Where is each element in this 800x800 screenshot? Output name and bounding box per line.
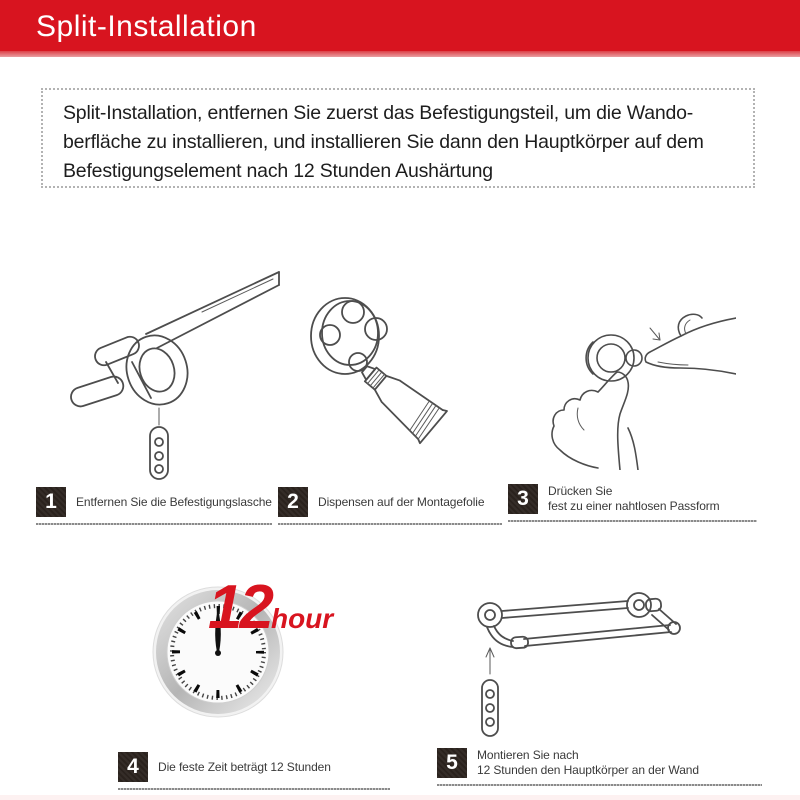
- step-3-underline: [508, 520, 757, 522]
- pressing-hands-sketch-icon: [518, 278, 736, 470]
- step-1: [36, 486, 272, 525]
- towel-rack-sketch-icon: [440, 582, 695, 742]
- cure-time-value: 12: [208, 573, 271, 642]
- banner-accent-strip: [0, 51, 800, 57]
- step-4-number-badge: 4: [118, 752, 148, 782]
- towel-rack-mounting-illustration: [440, 582, 695, 742]
- cure-time-unit: hour: [270, 603, 334, 634]
- hands-press-fit-illustration: [518, 278, 736, 470]
- step-3-label: Drücken Sie: [548, 484, 613, 498]
- step-5-number-badge: 5: [437, 748, 467, 778]
- remove-mounting-tab-illustration: [30, 266, 280, 480]
- step-2-label: Dispensen auf der Montagefolie: [318, 494, 485, 509]
- intro-line-3: Befestigungselement nach 12 Stunden Aushärtung: [63, 160, 493, 182]
- step-1-number-badge: 1: [36, 487, 66, 517]
- intro-line-1: Split-Installation, entfernen Sie zuerst das Befestigungsteil, um die Wando-: [63, 102, 694, 124]
- step-3: [508, 483, 757, 522]
- step-1-underline: [36, 523, 272, 525]
- footer-accent-strip: [0, 795, 800, 800]
- step-3-label-line2: fest zu einer nahtlosen Passform: [548, 499, 720, 513]
- step-5: [437, 747, 762, 786]
- page-title: Split-Installation: [36, 10, 257, 43]
- step-4-underline: [118, 788, 390, 790]
- step-3-number-badge: 3: [508, 484, 538, 514]
- cure-time-label: [208, 572, 333, 643]
- step-5-label-line2: 12 Stunden den Hauptkörper an der Wand: [477, 763, 699, 777]
- header-banner: [0, 0, 800, 57]
- towel-bar-sketch-icon: [30, 266, 280, 480]
- step-4-label: Die feste Zeit beträgt 12 Stunden: [158, 759, 331, 774]
- step-2-number-badge: 2: [278, 487, 308, 517]
- step-1-label: Entfernen Sie die Befestigungslasche: [76, 494, 272, 509]
- step-5-label: Montieren Sie nach: [477, 748, 579, 762]
- step-5-underline: [437, 784, 762, 786]
- step-2-underline: [278, 523, 502, 525]
- glue-tube-sketch-icon: [293, 278, 490, 470]
- intro-line-2: berfläche zu installieren, und installieren Sie dann den Hauptkörper auf dem: [63, 131, 704, 153]
- step-2: [278, 486, 502, 525]
- intro-text-box: [41, 88, 755, 188]
- step-4: [118, 751, 390, 790]
- glue-dispense-illustration: [293, 278, 490, 470]
